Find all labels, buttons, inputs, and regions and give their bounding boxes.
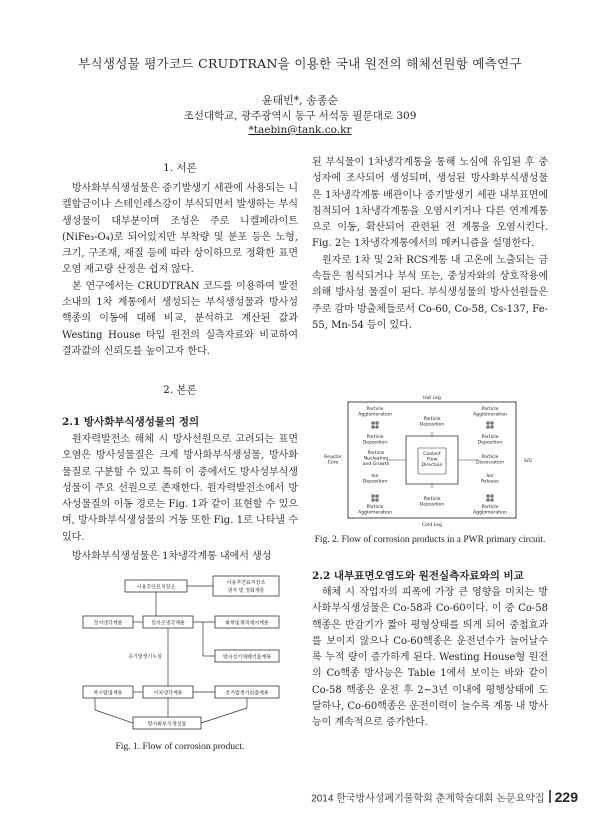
intro-paragraph-2: 본 연구에서는 CRUDTRAN 코드를 이용하여 발전소내의 1차 계통에서 생성되는 부식생성물과 방사성 핵종의 이동에 대해 비교, 분석하고 계산된 값과 Westing House 타입 원전의 실측자료와 비교하여 결과값의 신뢰도를 높이고자 한다.: [62, 280, 298, 357]
right-paragraph-1: 된 부식물이 1차냉각계통을 통해 노심에 유입된 후 중성자에 조사되어 생성되며, 생성된 방사화부식생성물은 1차냉각계통 배관이나 증기발생기 세관 내부표면에 침적되어 1차냉각계통을 오염시키거나 다른 연계계통으로 이동, 확산되어 관련된 전 계통을 오염시킨다. Fig. 2는 1차냉각계통에서의 메커니즘을 설명한다.: [312, 157, 548, 250]
fig1-label-coolant: 원자로냉각계통: [151, 620, 185, 627]
section-2-1-paragraph-2: 방사화부식생성물은 1차냉각계통 내에서 생성: [72, 551, 272, 562]
fig2-node-ml1: Particle Deposition: [362, 435, 388, 446]
section-2-2-paragraph-1: 해체 시 작업자의 피폭에 가장 큰 영향을 미치는 방사화부식생성물은 Co-58과 Co-60이다. 이 중 Co-58핵종은 반감기가 짧아 평형상태를 띄게 되어 중첩효과를 보이지 않으나 Co-60핵종은 운전년수가 늘어날수록 누적 량이 증가하게 된다. Westing House형 원전의 Co핵종 방사능은 Table 1에서 보이는 바와 같이 Co-58 핵종은 운전 후 2~3년 이내에 평행상태에 도달하나, Co-60핵종은 운전이력이 늘수록 계통 내 방사능이 계속적으로 증가한다.: [312, 587, 548, 729]
fig2-node-ml3: Ion Deposition: [362, 474, 388, 485]
section-2-2-text: [312, 585, 548, 732]
fig2-node-mr3: Ion Release: [481, 474, 499, 485]
body-heading: 2. 본론: [163, 384, 197, 396]
fig2-sg: S/G: [523, 459, 533, 464]
fig2-node-br: Particle Agglomeration: [473, 505, 507, 516]
fig2-reactor-core: Reactor Core: [324, 455, 342, 466]
fig1-label-gas-waste: 증기발생기취출계통: [225, 690, 269, 697]
fig2-center-label: Coolant Flow Direction: [421, 452, 443, 468]
intro-paragraph-1: 방사화부식생성물은 증기발생기 세관에 사용되는 니켈합금이나 스테인레스강이 부식되면서 발생하는 부식생성물이 대부분이며 조성은 주로 니켈페라이트(NiFe₃-O₄)로 되어있지만 부착량 및 분포 등은 노형, 크기, 구조재, 재질 등에 따라 상이하므로 정확한 표면오염 재고량 산정은 쉽지 않다.: [62, 183, 298, 276]
paper-authors: 윤태빈*, 송종순: [261, 94, 339, 107]
intro-text: [62, 181, 298, 360]
paper-title: 부식생성물 평가코드 CRUDTRAN을 이용한 국내 원전의 해체선원항 예측연구: [78, 56, 522, 71]
fig2-node-mr2: Particle Dissociation: [476, 455, 504, 466]
fig2-caption: Fig. 2. Flow of corrosion products in a PWR primary circuit.: [314, 535, 546, 545]
section-2-1-heading: 2.1 방사화부식생성물의 정의: [62, 416, 200, 428]
fig2-node-tm: Particle Deposition: [419, 417, 445, 428]
fig1-caption: Fig. 1. Flow of corrosion product.: [115, 742, 245, 752]
fig1-label-aux: 이차냉각계통: [153, 690, 183, 697]
fig1-label-final: 방사화부식생성물: [147, 721, 187, 728]
fig1-label-chem: 화학및체적제어계통: [225, 620, 269, 627]
fig2-pwr-circuit-diagram: [318, 392, 544, 532]
fig1-label-corrosion: 사용후연료저장조: [136, 584, 176, 591]
right-paragraph-2: 원자로 1차 및 2차 RCS계통 내 고온에 노출되는 금속들은 침식되거나 부식 또는, 중성자와의 상호작용에 의해 방사성 물질이 된다. 부식생성물의 방사선원들은 주로 감마 방출체들로서 Co-60, Co-58, Cs-137, Fe-55, Mn-54 등이 있다.: [312, 254, 548, 331]
fig1-label-rad-waste: 방사성기체폐기물계통: [222, 654, 272, 661]
fig2-node-tl: Particle Agglomeration: [358, 407, 392, 418]
fig2-node-mr1: Particle Deposition: [477, 435, 503, 446]
fig1-label-shield: 복수탈염계통: [93, 690, 123, 697]
page-footer: [311, 788, 578, 806]
fig1-label-storage-1: 사용후연료저장조: [226, 580, 266, 586]
right-column-text: [312, 155, 548, 334]
section-2-1-text: [62, 432, 298, 546]
paper-affiliation: 조선대학교, 광주광역시 동구 서석동 필문대로 309: [183, 110, 417, 122]
fig1-label-pcs: 정지냉각계통: [93, 620, 123, 627]
fig2-node-tr: Particle Agglomeration: [473, 407, 507, 418]
fig1-label-storage-2: 냉각 및 정화계통: [227, 588, 265, 594]
page-number: 229: [554, 788, 578, 805]
fig1-label-sg-leak: 증기발생기누설: [128, 654, 162, 660]
fig2-node-ml2: Particle Nucleation and Growth: [362, 451, 390, 467]
footer-proceedings-title: 2014 한국방사성폐기물학회 춘계학술대회 논문요약집: [311, 793, 545, 805]
fig2-hot-leg: Hot Leg: [423, 396, 441, 401]
section-2-2-heading: 2.2 내부표면오염도와 원전실측자료와의 비교: [312, 570, 524, 582]
section-2-1-paragraph-1: 원자력발전소 해체 시 방사선원으로 고려되는 표면오염은 방사성물질은 크게 방사화부식생성물, 방사화물질로 구분할 수 있고 특히 이 중에서도 방사성부식생성물이 주요 선원으로 존재한다. 원자력발전소에서 방사성물질의 이동 경로는 Fig. 1과 같이 표현할 수 있으며, 방사화부식생성물의 거동 또한 Fig. 1로 나타낼 수 있다.: [62, 434, 298, 543]
fig2-node-bm: Particle Deposition: [419, 497, 445, 508]
fig1-flow-diagram: [75, 572, 293, 736]
section-2-1-text-cont: [62, 549, 298, 565]
footer-separator: [549, 790, 551, 803]
fig2-node-bl: Particle Agglomeration: [358, 505, 392, 516]
paper-email-link[interactable]: *taebin@tank.co.kr: [248, 124, 352, 136]
fig2-cold-leg: Cold Leg: [422, 523, 442, 528]
intro-heading: 1. 서론: [163, 162, 197, 174]
